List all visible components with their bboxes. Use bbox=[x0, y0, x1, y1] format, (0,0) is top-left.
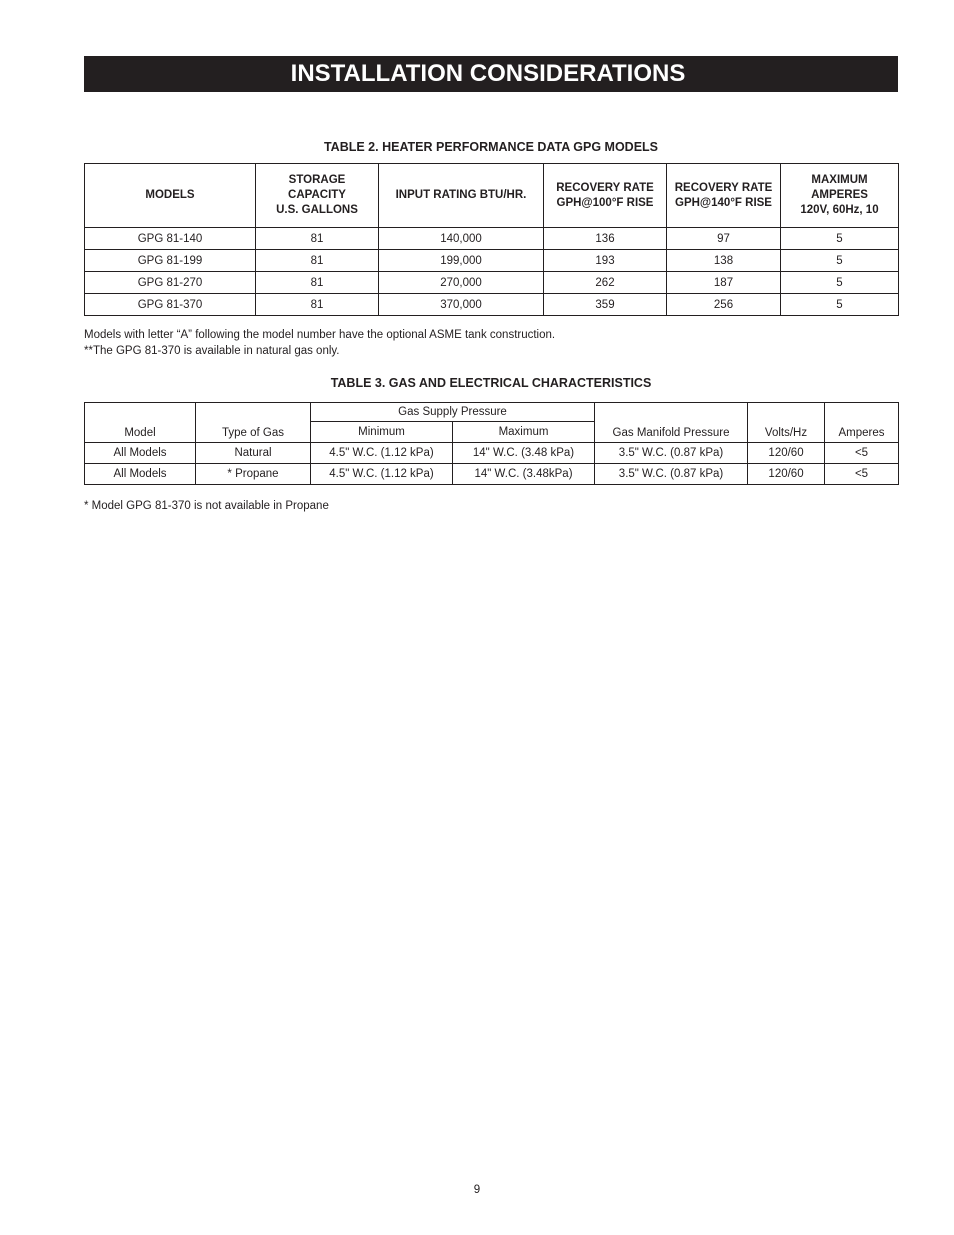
col-header-input-rating: INPUT RATING BTU/HR. bbox=[379, 164, 544, 228]
table-cell: 140,000 bbox=[379, 228, 544, 250]
table-cell: All Models bbox=[85, 443, 196, 464]
table-cell: 5 bbox=[781, 294, 899, 316]
page-number: 9 bbox=[473, 1184, 481, 1196]
table-cell: 81 bbox=[256, 272, 379, 294]
col-header-maximum: Maximum bbox=[453, 422, 595, 443]
col-header-storage-capacity: STORAGE CAPACITY U.S. GALLONS bbox=[256, 164, 379, 228]
table-cell: <5 bbox=[825, 443, 899, 464]
table-cell: 138 bbox=[667, 250, 781, 272]
table-cell: 14" W.C. (3.48 kPa) bbox=[453, 443, 595, 464]
col-header-model: Model bbox=[85, 403, 196, 443]
table-row bbox=[85, 250, 899, 272]
table-cell: 187 bbox=[667, 272, 781, 294]
table-cell: 4.5" W.C. (1.12 kPa) bbox=[311, 443, 453, 464]
table-cell: 81 bbox=[256, 250, 379, 272]
table3-note-propane: * Model GPG 81-370 is not available in Propane bbox=[84, 500, 329, 512]
col-header-supply-pressure: Gas Supply Pressure bbox=[311, 403, 595, 422]
table2-note-asme: Models with letter “A” following the model number have the optional ASME tank construction. bbox=[84, 329, 556, 341]
table-cell: 359 bbox=[544, 294, 667, 316]
table-cell: 3.5" W.C. (0.87 kPa) bbox=[595, 464, 748, 485]
table-cell: GPG 81-270 bbox=[85, 272, 256, 294]
table-row bbox=[85, 272, 899, 294]
heater-performance-table bbox=[84, 163, 899, 316]
table-cell: 3.5" W.C. (0.87 kPa) bbox=[595, 443, 748, 464]
section-banner: INSTALLATION CONSIDERATIONS bbox=[84, 56, 898, 92]
table-cell: All Models bbox=[85, 464, 196, 485]
table2-note-natural-gas: **The GPG 81-370 is available in natural gas only. bbox=[84, 345, 340, 357]
table-cell: 97 bbox=[667, 228, 781, 250]
table3-title: TABLE 3. GAS AND ELECTRICAL CHARACTERISTICS bbox=[330, 376, 652, 390]
table-cell: GPG 81-140 bbox=[85, 228, 256, 250]
table-cell: 5 bbox=[781, 272, 899, 294]
table-cell: 370,000 bbox=[379, 294, 544, 316]
table-cell: <5 bbox=[825, 464, 899, 485]
table-cell: 81 bbox=[256, 228, 379, 250]
table-cell: 199,000 bbox=[379, 250, 544, 272]
table-cell: GPG 81-370 bbox=[85, 294, 256, 316]
table-cell: 81 bbox=[256, 294, 379, 316]
table2-title: TABLE 2. HEATER PERFORMANCE DATA GPG MODELS bbox=[323, 140, 659, 154]
table-row bbox=[85, 228, 899, 250]
col-header-gas-type: Type of Gas bbox=[196, 403, 311, 443]
col-header-recovery-100: RECOVERY RATE GPH@100°F RISE bbox=[544, 164, 667, 228]
gas-electrical-table bbox=[84, 402, 899, 485]
table-cell: 136 bbox=[544, 228, 667, 250]
col-header-minimum: Minimum bbox=[311, 422, 453, 443]
table-cell: 262 bbox=[544, 272, 667, 294]
table-cell: 193 bbox=[544, 250, 667, 272]
table-row bbox=[85, 294, 899, 316]
table-cell: GPG 81-199 bbox=[85, 250, 256, 272]
col-header-volts: Volts/Hz bbox=[748, 403, 825, 443]
table-cell: 120/60 bbox=[748, 464, 825, 485]
table-cell: 4.5" W.C. (1.12 kPa) bbox=[311, 464, 453, 485]
table-cell: 14" W.C. (3.48kPa) bbox=[453, 464, 595, 485]
table-cell: 5 bbox=[781, 250, 899, 272]
table-cell: 270,000 bbox=[379, 272, 544, 294]
col-header-recovery-140: RECOVERY RATE GPH@140°F RISE bbox=[667, 164, 781, 228]
table-row bbox=[85, 443, 899, 464]
table-cell: 120/60 bbox=[748, 443, 825, 464]
col-header-max-amperes: MAXIMUM AMPERES 120V, 60Hz, 10 bbox=[781, 164, 899, 228]
table-cell: 256 bbox=[667, 294, 781, 316]
table-cell: Natural bbox=[196, 443, 311, 464]
col-header-manifold-pressure: Gas Manifold Pressure bbox=[595, 403, 748, 443]
table-cell: * Propane bbox=[196, 464, 311, 485]
table-cell: 5 bbox=[781, 228, 899, 250]
table-row bbox=[85, 464, 899, 485]
col-header-models: MODELS bbox=[85, 164, 256, 228]
col-header-amperes: Amperes bbox=[825, 403, 899, 443]
